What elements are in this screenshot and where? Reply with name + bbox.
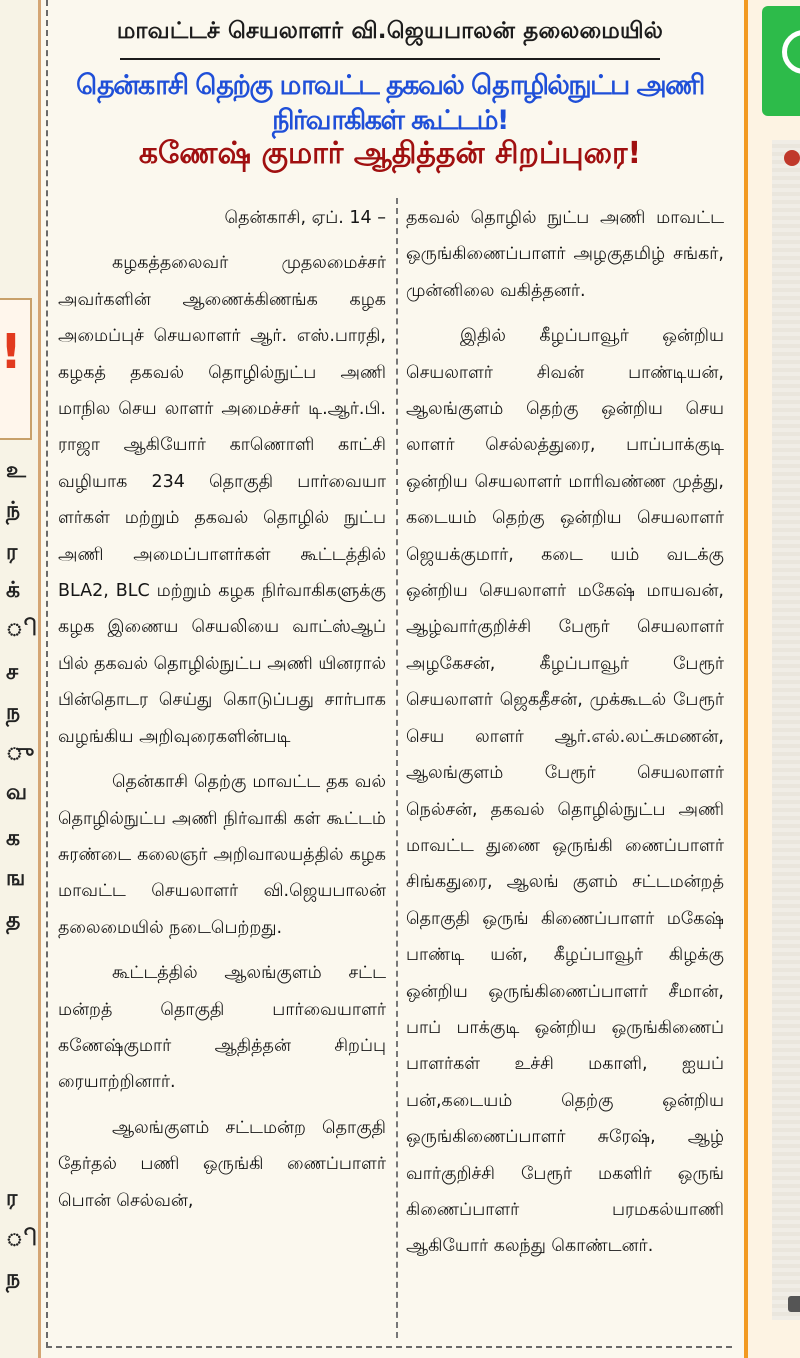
column-divider (396, 198, 398, 1338)
article-headline: தென்காசி தெற்கு மாவட்ட தகவல் தொழில்நுட்ப அணி நிர்வாகிகள் கூட்டம்! (76, 70, 704, 136)
paragraph: கூட்டத்தில் ஆலங்குளம் சட்ட மன்றத் தொகுதி பார்வையாளர் கணேஷ்குமார் ஆதித்தன் சிறப்பு ரையாற்றினார். (58, 963, 386, 1093)
left-text-fragment: ி (6, 1226, 38, 1251)
left-text-fragment: ந (6, 1266, 21, 1291)
left-text-fragment: க (6, 826, 21, 851)
play-icon[interactable] (788, 1296, 800, 1312)
whatsapp-icon[interactable] (762, 6, 800, 116)
record-dot-icon (784, 150, 800, 166)
paragraph: இதில் கீழப்பாவூர் ஒன்றிய செயலாளர் சிவன் பாண்டியன், ஆலங்குளம் தெற்கு ஒன்றிய செய லாளர் செல்லத்துரை, பாப்பாக்குடி ஒன்றிய செயலாளர் மாரிவண்ண முத்து, கடையம் தெற்கு ஒன்றிய செயலாளர் ஜெயக்குமார், கடை யம் வடக்கு ஒன்றிய செயலாளர் மகேஷ் மாயவன், ஆழ்வார்குறிச்சி பேரூர் செயலாளர் அழகேசன், கீழப்பாவூர் பேரூர் செயலாளர் ஜெகதீசன், முக்கூடல் பேரூர் செய லாளர் ஆர்.எல்.லட்சுமணன், ஆலங்குளம் பேரூர் செயலாளர் நெல்சன், தகவல் தொழில்நுட்ப அணி மாவட்ட துணை ஒருங்கி ணைப்பாளர் சிங்கதுரை, ஆலங் குளம் சட்டமன்றத் தொகுதி ஒருங் கிணைப்பாளர் மகேஷ் பாண்டி யன், கீழப்பாவூர் கிழக்கு ஒன்றிய ஒருங்கிணைப்பாளர் சீமான், பாப் பாக்குடி ஒன்றிய ஒருங்கிணைப் பாளர்கள் உச்சி மகாளி, ஐயப் பன்,கடையம் தெற்கு ஒன்றிய ஒருங்கிணைப்பாளர் சுரேஷ், ஆழ் வார்குறிச்சி பேரூர் மகளிர் ஒருங் கிணைப்பாளர் பரமகல்யாணி ஆகியோர் கலந்து கொண்டனர். (406, 326, 724, 1257)
left-text-fragment: ந (6, 700, 21, 725)
adjacent-panel-right (744, 0, 800, 1358)
left-text-fragment: ர (6, 1186, 18, 1211)
exclamation-mark: ! (0, 324, 22, 380)
left-text-fragment: ர (6, 540, 18, 565)
dateline: தென்காசி, ஏப். 14 – (224, 208, 386, 228)
paragraph: ஆலங்குளம் சட்டமன்ற தொகுதி தேர்தல் பணி ஒருங்கி ணைப்பாளர் பொன் செல்வன், (58, 1117, 386, 1211)
left-text-fragment: ு (6, 740, 35, 765)
adjacent-article-left (0, 0, 41, 1358)
paragraph: தென்காசி தெற்கு மாவட்ட தக வல் தொழில்நுட்ப அணி நிர்வாகி கள் கூட்டம் சுரண்டை கலைஞர் அறிவாலயத்தில் கழக மாவட்ட செயலாளர் வி.ஜெயபாலன் தலைமையில் நடைபெற்றது. (58, 772, 386, 938)
left-text-fragment: ந் (6, 498, 21, 523)
left-text-fragment: த (6, 908, 21, 933)
left-text-fragment: ங (6, 866, 26, 891)
embedded-image (772, 140, 800, 1320)
left-text-fragment: ச (6, 660, 19, 685)
article-column-2 (406, 200, 724, 1274)
news-article (46, 0, 732, 1348)
paragraph: தகவல் தொழில் நுட்ப அணி மாவட்ட ஒருங்கிணைப்பாளர் அழகுதமிழ் சங்கர், முன்னிலை வகித்தனர். (406, 208, 724, 301)
kicker-rule (120, 58, 660, 60)
left-text-fragment: வ (6, 780, 28, 805)
article-column-1 (58, 200, 386, 1228)
article-subheadline: கணேஷ் குமார் ஆதித்தன் சிறப்புரை! (138, 136, 642, 171)
paragraph: கழகத்தலைவர் முதலமைச்சர் அவர்களின் ஆணைக்கிணங்க கழக அமைப்புச் செயலாளர் ஆர். எஸ்.பாரதி, கழகத் தகவல் தொழில்நுட்ப அணி மாநில செய லாளர் அமைச்சர் டி.ஆர்.பி. ராஜா ஆகியோர் காணொளி காட்சி வழியாக 234 தொகுதி பார்வையா ளர்கள் மற்றும் தகவல் தொழில் நுட்ப அணி அமைப்பாளர்கள் கூட்டத்தில் BLA2, BLC மற்றும் கழக நிர்வாகிகளுக்கு கழக இணைய செயலியை வாட்ஸ்ஆப் பில் தகவல் தொழில்நுட்ப அணி யினரால் பின்தொடர செய்து கொடுப்பது சார்பாக வழங்கிய அறிவுரைகளின்படி (58, 253, 386, 747)
left-text-fragment: க் (6, 578, 21, 603)
article-kicker: மாவட்டச் செயலாளர் வி.ஜெயபாலன் தலைமையில் (116, 18, 664, 44)
left-text-fragment: ி (6, 616, 38, 641)
left-text-fragment: உ (6, 458, 26, 483)
